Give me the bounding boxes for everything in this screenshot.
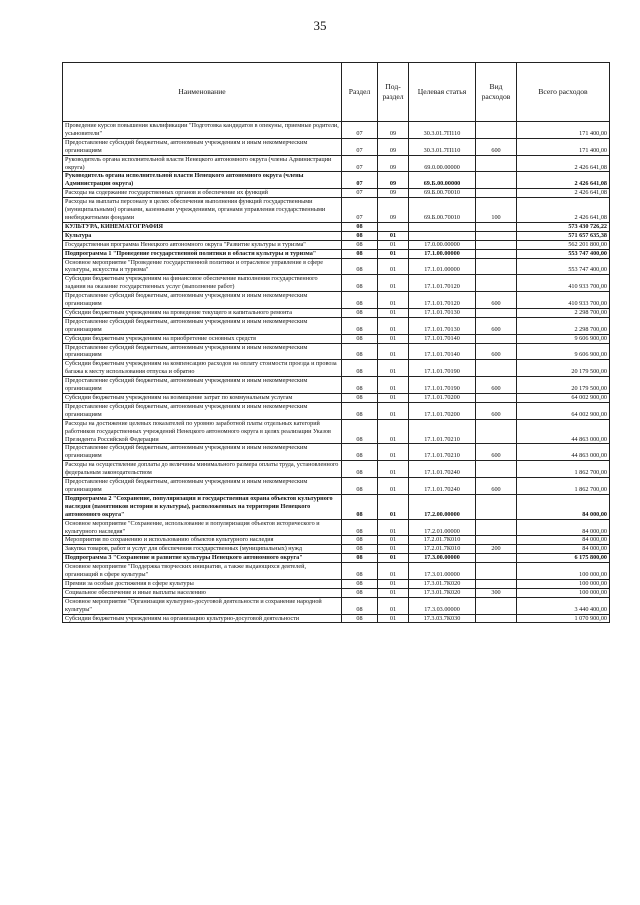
table-row: [63, 536, 610, 545]
row-section-cell: 08: [342, 222, 378, 231]
row-subsection-cell: 01: [378, 519, 409, 536]
table-row: [63, 579, 610, 588]
table-row: [63, 419, 610, 444]
row-name-cell: Расходы на содержание государственных органов и обеспечение их функций: [63, 189, 342, 198]
row-subsection-cell: 09: [378, 155, 409, 172]
row-expense-type-cell: [476, 519, 517, 536]
row-section-cell: 08: [342, 240, 378, 249]
row-total-cell: 44 863 000,00: [517, 444, 610, 461]
row-name-cell: Руководитель органа исполнительной власти Ненецкого автономного округа (члены Администрации округа): [63, 155, 342, 172]
row-section-cell: 08: [342, 554, 378, 563]
row-subsection-cell: 01: [378, 402, 409, 419]
row-total-cell: 2 298 700,00: [517, 317, 610, 334]
row-section-cell: 08: [342, 377, 378, 394]
row-total-cell: 44 863 000,00: [517, 419, 610, 444]
row-name-cell: Предоставление субсидий бюджетным, автономным учреждениям и иным некоммерческим организациям: [63, 317, 342, 334]
row-total-cell: 562 201 800,00: [517, 240, 610, 249]
table-row: [63, 240, 610, 249]
row-name-cell: Мероприятия по сохранению и использованию объектов культурного наследия: [63, 536, 342, 545]
row-target-article-cell: 17.1.01.70130: [409, 308, 476, 317]
row-expense-type-cell: [476, 122, 517, 139]
table-row: [63, 478, 610, 495]
row-section-cell: 08: [342, 258, 378, 275]
row-total-cell: 100 000,00: [517, 588, 610, 597]
table-row: [63, 198, 610, 223]
table-row: [63, 360, 610, 377]
row-expense-type-cell: [476, 275, 517, 292]
row-subsection-cell: 01: [378, 419, 409, 444]
row-expense-type-cell: [476, 334, 517, 343]
row-section-cell: 08: [342, 461, 378, 478]
row-section-cell: 08: [342, 444, 378, 461]
row-target-article-cell: 17.1.01.70210: [409, 444, 476, 461]
row-target-article-cell: 17.1.01.70200: [409, 394, 476, 403]
row-total-cell: 100 000,00: [517, 579, 610, 588]
row-name-cell: Предоставление субсидий бюджетным, автономным учреждениям и иным некоммерческим организациям: [63, 444, 342, 461]
row-target-article-cell: [409, 222, 476, 231]
table-row: [63, 258, 610, 275]
row-expense-type-cell: [476, 172, 517, 189]
table-row: [63, 402, 610, 419]
column-header-target-article: Целевая статья: [409, 63, 476, 122]
row-name-cell: Социальное обеспечение и иные выплаты населению: [63, 588, 342, 597]
row-target-article-cell: 17.1.01.00000: [409, 258, 476, 275]
row-section-cell: 08: [342, 494, 378, 519]
row-total-cell: 573 430 726,22: [517, 222, 610, 231]
row-subsection-cell: 01: [378, 461, 409, 478]
row-section-cell: 08: [342, 249, 378, 258]
row-target-article-cell: 17.1.01.70140: [409, 343, 476, 360]
row-subsection-cell: 01: [378, 231, 409, 240]
row-subsection-cell: 09: [378, 189, 409, 198]
row-section-cell: 08: [342, 231, 378, 240]
row-target-article-cell: 17.2.01.00000: [409, 519, 476, 536]
row-target-article-cell: 17.1.01.70130: [409, 317, 476, 334]
row-subsection-cell: 01: [378, 308, 409, 317]
row-name-cell: Субсидии бюджетным учреждениям на проведение текущего и капитального ремонта: [63, 308, 342, 317]
row-target-article-cell: 17.1.01.70140: [409, 334, 476, 343]
row-target-article-cell: 17.0.00.00000: [409, 240, 476, 249]
row-section-cell: 08: [342, 343, 378, 360]
row-section-cell: 07: [342, 155, 378, 172]
row-name-cell: Основное мероприятие "Проведение государственной политики и отраслевое управление в сфере культуры, искусства и туризма": [63, 258, 342, 275]
row-target-article-cell: 17.1.01.70190: [409, 377, 476, 394]
row-total-cell: 1 070 900,00: [517, 614, 610, 623]
row-expense-type-cell: 100: [476, 198, 517, 223]
row-subsection-cell: 01: [378, 478, 409, 495]
row-name-cell: Субсидии бюджетным учреждениям на компенсацию расходов на оплату стоимости проезда и провоза багажа к месту использования отпуска и обратно: [63, 360, 342, 377]
table-row: [63, 317, 610, 334]
row-target-article-cell: 17.2.01.7К010: [409, 545, 476, 554]
table-row: [63, 308, 610, 317]
row-name-cell: Подпрограмма 1 "Проведение государственной политики в области культуры и туризма": [63, 249, 342, 258]
row-total-cell: 84 000,00: [517, 519, 610, 536]
table-row: [63, 554, 610, 563]
table-row: [63, 563, 610, 580]
row-target-article-cell: 17.1.01.70240: [409, 461, 476, 478]
row-total-cell: 84 000,00: [517, 494, 610, 519]
row-section-cell: 08: [342, 394, 378, 403]
row-subsection-cell: 01: [378, 536, 409, 545]
table-row: [63, 122, 610, 139]
row-expense-type-cell: [476, 597, 517, 614]
row-total-cell: 84 000,00: [517, 536, 610, 545]
table-row: [63, 138, 610, 155]
row-name-cell: Предоставление субсидий бюджетным, автономным учреждениям и иным некоммерческим организациям: [63, 138, 342, 155]
row-section-cell: 08: [342, 317, 378, 334]
row-target-article-cell: 17.1.01.70240: [409, 478, 476, 495]
row-subsection-cell: 01: [378, 494, 409, 519]
row-expense-type-cell: [476, 554, 517, 563]
table-row: [63, 334, 610, 343]
row-subsection-cell: 01: [378, 444, 409, 461]
row-section-cell: 07: [342, 172, 378, 189]
row-total-cell: 2 298 700,00: [517, 308, 610, 317]
row-name-cell: Основное мероприятие "Организация культурно-досуговой деятельности и сохранение народной культуры": [63, 597, 342, 614]
row-expense-type-cell: [476, 308, 517, 317]
row-total-cell: 3 440 400,00: [517, 597, 610, 614]
row-subsection-cell: 01: [378, 317, 409, 334]
row-name-cell: Субсидии бюджетным учреждениям на организацию культурно-досуговой деятельности: [63, 614, 342, 623]
row-target-article-cell: 17.3.03.00000: [409, 597, 476, 614]
row-subsection-cell: 01: [378, 343, 409, 360]
row-subsection-cell: 01: [378, 579, 409, 588]
row-section-cell: 08: [342, 519, 378, 536]
table-row: [63, 597, 610, 614]
row-name-cell: Предоставление субсидий бюджетным, автономным учреждениям и иным некоммерческим организациям: [63, 478, 342, 495]
row-name-cell: Государственная программа Ненецкого автономного округа "Развитие культуры и туризма": [63, 240, 342, 249]
table-row: [63, 172, 610, 189]
row-expense-type-cell: [476, 222, 517, 231]
row-total-cell: 84 000,00: [517, 545, 610, 554]
row-section-cell: 08: [342, 536, 378, 545]
row-target-article-cell: 69.0.00.00000: [409, 155, 476, 172]
row-total-cell: 9 606 900,00: [517, 334, 610, 343]
row-section-cell: 07: [342, 198, 378, 223]
row-target-article-cell: 17.1.01.70120: [409, 292, 476, 309]
row-name-cell: Расходы на выплаты персоналу в целях обеспечения выполнения функций государственными (муниципальными) органами, казенными учреждениями, органами управления государственными внебюджетными фондами: [63, 198, 342, 223]
table-row: [63, 222, 610, 231]
table-header-row: [63, 63, 610, 122]
row-expense-type-cell: [476, 614, 517, 623]
row-name-cell: Расходы на достижение целевых показателей по уровню заработной платы отдельных категорий работников государственных учреждений Ненецкого автономного округа в целях реализации Указов Президента Российской Федерации: [63, 419, 342, 444]
row-expense-type-cell: 200: [476, 545, 517, 554]
row-section-cell: 08: [342, 588, 378, 597]
row-section-cell: 08: [342, 478, 378, 495]
row-target-article-cell: 17.3.01.7К020: [409, 579, 476, 588]
table-row: [63, 545, 610, 554]
row-total-cell: 553 747 400,00: [517, 249, 610, 258]
row-subsection-cell: 01: [378, 614, 409, 623]
row-name-cell: Проведение курсов повышения квалификации "Подготовка кандидатов в опекуны, приемные родители, усыновители": [63, 122, 342, 139]
row-target-article-cell: 69.Б.00.70010: [409, 189, 476, 198]
row-section-cell: 08: [342, 563, 378, 580]
row-expense-type-cell: 600: [476, 317, 517, 334]
row-section-cell: 07: [342, 138, 378, 155]
row-expense-type-cell: 600: [476, 377, 517, 394]
row-name-cell: Основное мероприятие "Сохранение, использование и популяризация объектов исторического и культурного наследия": [63, 519, 342, 536]
row-name-cell: КУЛЬТУРА, КИНЕМАТОГРАФИЯ: [63, 222, 342, 231]
row-target-article-cell: 17.2.00.00000: [409, 494, 476, 519]
row-expense-type-cell: [476, 360, 517, 377]
row-total-cell: 20 179 500,00: [517, 377, 610, 394]
row-total-cell: 2 426 641,08: [517, 198, 610, 223]
row-expense-type-cell: 600: [476, 138, 517, 155]
row-total-cell: 9 606 900,00: [517, 343, 610, 360]
row-name-cell: Культура: [63, 231, 342, 240]
row-target-article-cell: 30.3.01.7П110: [409, 122, 476, 139]
table-row: [63, 189, 610, 198]
table-row: [63, 231, 610, 240]
row-target-article-cell: 17.3.03.7К030: [409, 614, 476, 623]
table-row: [63, 343, 610, 360]
row-expense-type-cell: [476, 563, 517, 580]
row-expense-type-cell: 600: [476, 478, 517, 495]
row-expense-type-cell: [476, 249, 517, 258]
row-name-cell: Подпрограмма 3 "Сохранение и развитие культуры Ненецкого автономного округа": [63, 554, 342, 563]
table-row: [63, 494, 610, 519]
row-expense-type-cell: 300: [476, 588, 517, 597]
row-section-cell: 08: [342, 545, 378, 554]
row-target-article-cell: [409, 231, 476, 240]
row-expense-type-cell: [476, 258, 517, 275]
table-row: [63, 614, 610, 623]
row-name-cell: Субсидии бюджетным учреждениям на финансовое обеспечение выполнения государственного задания на оказание государственных услуг (выполнение работ): [63, 275, 342, 292]
table-row: [63, 588, 610, 597]
row-subsection-cell: 01: [378, 360, 409, 377]
row-section-cell: 07: [342, 122, 378, 139]
row-expense-type-cell: [476, 155, 517, 172]
row-name-cell: Предоставление субсидий бюджетным, автономным учреждениям и иным некоммерческим организациям: [63, 343, 342, 360]
row-expense-type-cell: [476, 536, 517, 545]
row-target-article-cell: 17.1.01.70200: [409, 402, 476, 419]
row-section-cell: 08: [342, 292, 378, 309]
row-total-cell: 410 933 700,00: [517, 292, 610, 309]
row-total-cell: 2 426 641,08: [517, 189, 610, 198]
row-subsection-cell: 01: [378, 334, 409, 343]
row-subsection-cell: 01: [378, 597, 409, 614]
row-section-cell: 08: [342, 308, 378, 317]
row-section-cell: 08: [342, 579, 378, 588]
row-total-cell: 1 862 700,00: [517, 478, 610, 495]
row-subsection-cell: 01: [378, 240, 409, 249]
row-subsection-cell: 09: [378, 172, 409, 189]
row-target-article-cell: 17.3.01.00000: [409, 563, 476, 580]
row-subsection-cell: 01: [378, 377, 409, 394]
table-row: [63, 275, 610, 292]
row-subsection-cell: 01: [378, 394, 409, 403]
row-expense-type-cell: [476, 189, 517, 198]
column-header-expense-type: Вид расходов: [476, 63, 517, 122]
column-header-section: Раздел: [342, 63, 378, 122]
table-row: [63, 444, 610, 461]
row-section-cell: 07: [342, 189, 378, 198]
row-target-article-cell: 17.1.01.70210: [409, 419, 476, 444]
row-total-cell: 410 933 700,00: [517, 275, 610, 292]
page-number: 35: [313, 18, 327, 33]
row-total-cell: 100 000,00: [517, 563, 610, 580]
row-subsection-cell: 09: [378, 138, 409, 155]
row-section-cell: 08: [342, 419, 378, 444]
row-name-cell: Закупка товаров, работ и услуг для обеспечения государственных (муниципальных) нужд: [63, 545, 342, 554]
row-total-cell: 171 400,00: [517, 122, 610, 139]
row-name-cell: Субсидии бюджетным учреждениям на возмещение затрат по коммунальным услугам: [63, 394, 342, 403]
row-section-cell: 08: [342, 275, 378, 292]
row-total-cell: 171 400,00: [517, 138, 610, 155]
row-section-cell: 08: [342, 360, 378, 377]
row-expense-type-cell: [476, 461, 517, 478]
row-target-article-cell: 69.Б.00.70010: [409, 198, 476, 223]
table-row: [63, 461, 610, 478]
table-row: [63, 394, 610, 403]
row-target-article-cell: 17.1.01.70190: [409, 360, 476, 377]
row-target-article-cell: 30.3.01.7П110: [409, 138, 476, 155]
table-row: [63, 155, 610, 172]
row-subsection-cell: 01: [378, 545, 409, 554]
row-name-cell: Предоставление субсидий бюджетным, автономным учреждениям и иным некоммерческим организациям: [63, 292, 342, 309]
row-name-cell: Подпрограмма 2 "Сохранение, популяризация и государственная охрана объектов культурного наследия (памятников истории и культуры), расположенных на территории Ненецкого автономного округа": [63, 494, 342, 519]
table-row: [63, 519, 610, 536]
table-row: [63, 377, 610, 394]
table-row: [63, 249, 610, 258]
row-section-cell: 08: [342, 402, 378, 419]
row-expense-type-cell: 600: [476, 292, 517, 309]
column-header-total: Всего расходов: [517, 63, 610, 122]
row-total-cell: 553 747 400,00: [517, 258, 610, 275]
row-section-cell: 08: [342, 614, 378, 623]
row-expense-type-cell: 600: [476, 444, 517, 461]
row-subsection-cell: 01: [378, 249, 409, 258]
row-name-cell: Предоставление субсидий бюджетным, автономным учреждениям и иным некоммерческим организациям: [63, 377, 342, 394]
row-subsection-cell: 01: [378, 275, 409, 292]
row-total-cell: 2 426 641,08: [517, 155, 610, 172]
row-name-cell: Премии за особые достижения в сфере культуры: [63, 579, 342, 588]
row-expense-type-cell: 600: [476, 402, 517, 419]
row-expense-type-cell: [476, 231, 517, 240]
row-total-cell: 1 862 700,00: [517, 461, 610, 478]
row-expense-type-cell: [476, 579, 517, 588]
row-total-cell: 64 002 900,00: [517, 394, 610, 403]
row-subsection-cell: 01: [378, 588, 409, 597]
row-total-cell: 6 175 800,00: [517, 554, 610, 563]
row-name-cell: Субсидии бюджетным учреждениям на приобретение основных средств: [63, 334, 342, 343]
row-expense-type-cell: 600: [476, 343, 517, 360]
row-subsection-cell: 01: [378, 258, 409, 275]
row-expense-type-cell: [476, 240, 517, 249]
row-total-cell: 2 426 641,08: [517, 172, 610, 189]
row-target-article-cell: 17.3.01.7К020: [409, 588, 476, 597]
column-header-name: Наименование: [63, 63, 342, 122]
row-total-cell: 571 657 635,38: [517, 231, 610, 240]
row-target-article-cell: 17.1.00.00000: [409, 249, 476, 258]
row-expense-type-cell: [476, 419, 517, 444]
row-name-cell: Основное мероприятие "Поддержка творческих инициатив, а также выдающихся деятелей, организаций в сфере культуры": [63, 563, 342, 580]
row-target-article-cell: 17.3.00.00000: [409, 554, 476, 563]
row-name-cell: Руководитель органа исполнительной власти Ненецкого автономного округа (члены Администрации округа): [63, 172, 342, 189]
row-expense-type-cell: [476, 494, 517, 519]
row-subsection-cell: 09: [378, 122, 409, 139]
row-target-article-cell: 17.2.01.7К010: [409, 536, 476, 545]
row-subsection-cell: 01: [378, 292, 409, 309]
row-target-article-cell: 69.Б.00.00000: [409, 172, 476, 189]
row-subsection-cell: 01: [378, 554, 409, 563]
row-subsection-cell: 01: [378, 563, 409, 580]
row-section-cell: 08: [342, 597, 378, 614]
row-target-article-cell: 17.1.01.70120: [409, 275, 476, 292]
column-header-subsection: Под- раздел: [378, 63, 409, 122]
budget-table: [62, 62, 610, 623]
row-name-cell: Расходы на осуществление доплаты до величины минимального размера оплаты труда, установленного федеральным законодательством: [63, 461, 342, 478]
row-section-cell: 08: [342, 334, 378, 343]
row-subsection-cell: [378, 222, 409, 231]
row-name-cell: Предоставление субсидий бюджетным, автономным учреждениям и иным некоммерческим организациям: [63, 402, 342, 419]
row-total-cell: 20 179 500,00: [517, 360, 610, 377]
row-expense-type-cell: [476, 394, 517, 403]
table-row: [63, 292, 610, 309]
row-total-cell: 64 002 900,00: [517, 402, 610, 419]
row-subsection-cell: 09: [378, 198, 409, 223]
